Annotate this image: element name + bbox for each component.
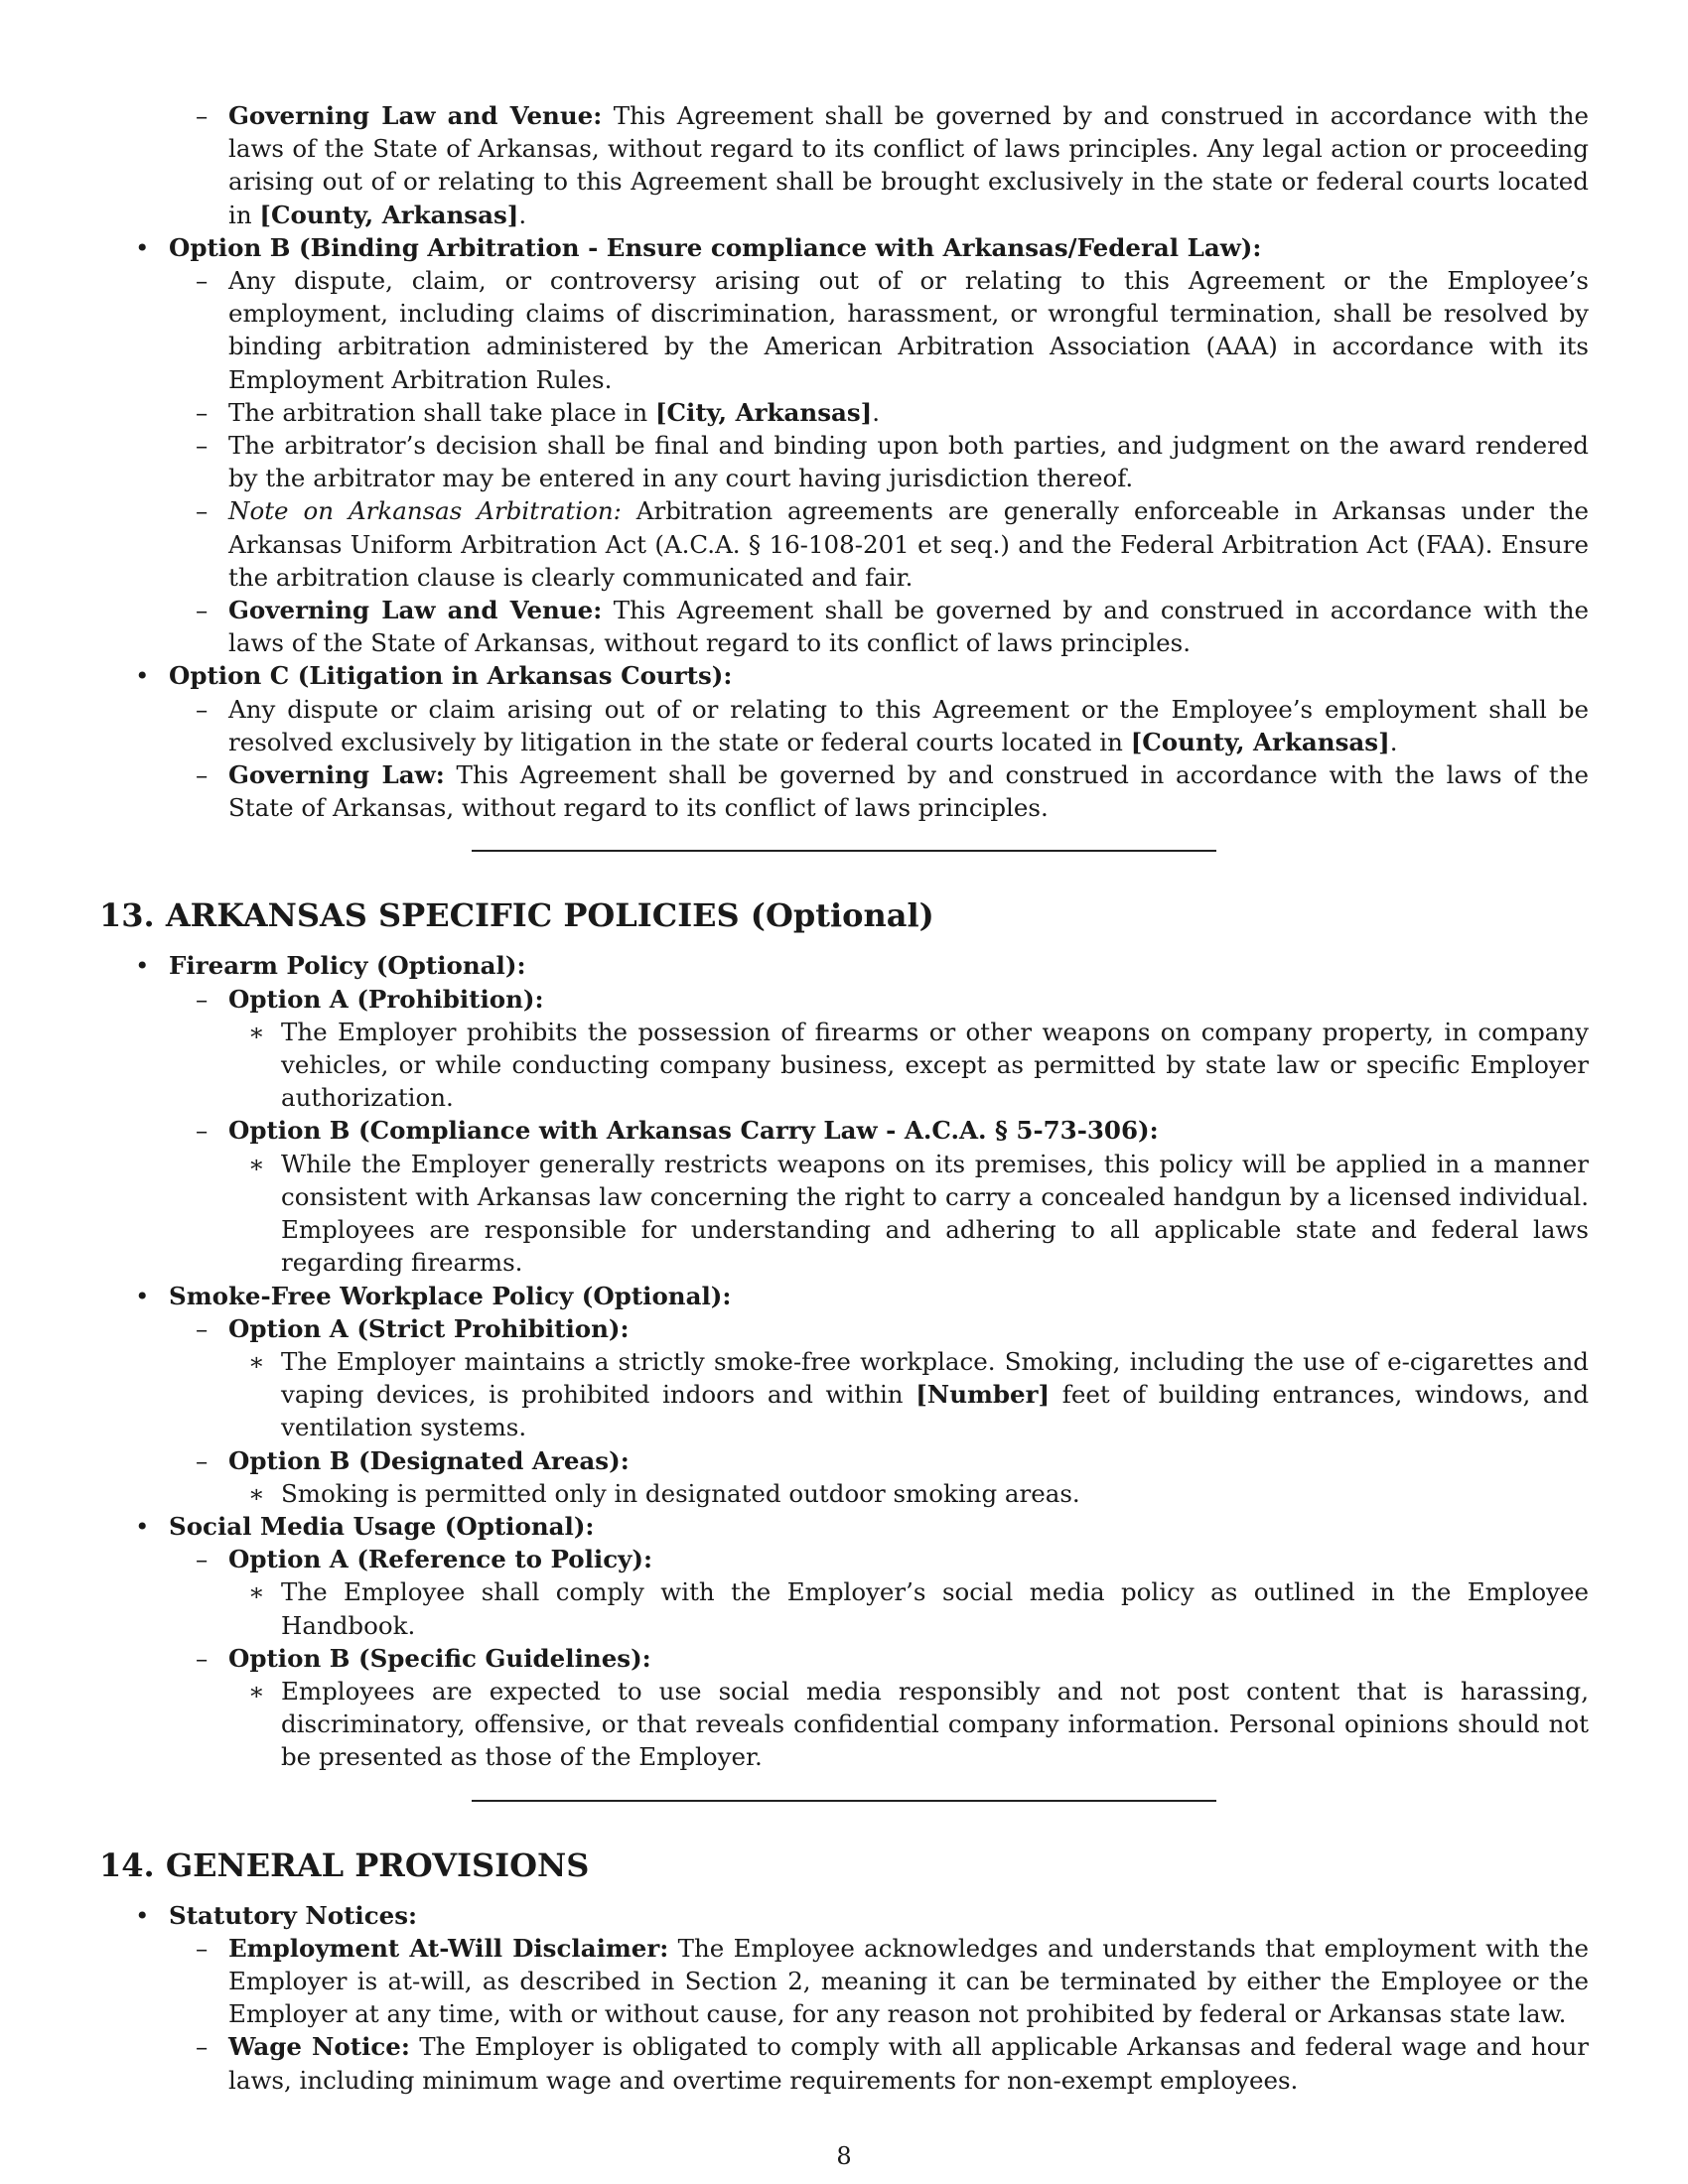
- dash-marker: –: [196, 1116, 209, 1146]
- placeholder: [County, Arkansas]: [1130, 727, 1390, 756]
- list-item: [99, 1016, 1589, 1115]
- item-text: Any dispute, claim, or controversy arising out of or relating to this Agreement or the Employee’s employment, including claims of discrimination, harassment, or wrongful termination, shall be resolved by binding arbitration administered by the American Arbitration Association (AAA) in accordance with its Employment Arbitration Rules.: [228, 266, 1589, 394]
- item-label: Governing Law:: [228, 760, 445, 790]
- punct: .: [872, 397, 881, 427]
- option-label: Option C (Litigation in Arkansas Courts):: [169, 661, 733, 691]
- option-heading: [99, 983, 1589, 1016]
- list-item: [99, 264, 1589, 396]
- section-divider: [472, 850, 1216, 852]
- list-item: [99, 758, 1589, 824]
- punct: .: [1389, 727, 1398, 756]
- item-text: This Agreement shall be governed by and construed in accordance with the laws of the State of Arkansas, without regard to its conflict of laws principles.: [228, 596, 1589, 658]
- item-text: This Agreement shall be governed by and construed in accordance with the laws of the State of Arkansas, without regard to its conflict of laws principles. Any legal action or proceeding arising out of or relating to this Agreement shall be brought exclusively in the state or federal courts located in: [228, 101, 1589, 229]
- document-page: [99, 99, 1589, 2097]
- note-label: Note on Arkansas Arbitration:: [228, 496, 622, 526]
- list-item: [99, 693, 1589, 758]
- social-media-heading: [99, 1510, 1589, 1543]
- option-label: Option A (Strict Prohibition):: [228, 1313, 630, 1343]
- dash-marker: –: [196, 496, 209, 526]
- bullet-marker: •: [135, 661, 150, 691]
- item-text: The arbitrator’s decision shall be final and binding upon both parties, and judgment on the award rendered by the arbitrator may be entered in any court having jurisdiction thereof.: [228, 431, 1589, 493]
- list-item: [99, 429, 1589, 494]
- dash-marker: –: [196, 1933, 209, 1963]
- dash-marker: –: [196, 101, 209, 130]
- item-text: The Employee shall comply with the Employer’s social media policy as outlined in the Employee Handbook.: [281, 1577, 1589, 1640]
- page-number: 8: [836, 2142, 852, 2170]
- item-label: Employment At-Will Disclaimer:: [228, 1933, 669, 1963]
- dash-marker: –: [196, 1545, 209, 1574]
- item-label: Governing Law and Venue:: [228, 101, 603, 130]
- venue-item: [99, 99, 1589, 231]
- option-label: Option A (Prohibition):: [228, 984, 544, 1014]
- smoke-policy-heading: [99, 1280, 1589, 1312]
- dash-marker: –: [196, 694, 209, 724]
- star-marker: ∗: [248, 1149, 265, 1178]
- list-item: [99, 1932, 1589, 2031]
- option-b-heading: [99, 231, 1589, 264]
- list-item: [99, 1345, 1589, 1444]
- option-label: Option B (Binding Arbitration - Ensure compliance with Arkansas/Federal Law):: [169, 232, 1262, 262]
- item-text: feet of building entrances, windows, and ventilation systems.: [281, 1380, 1589, 1442]
- item-text: The Employee acknowledges and understands that employment with the Employer is at-will, as described in Section 2, meaning it can be terminated by either the Employee or the Employer at any time, with or without cause, for any reason not prohibited by federal or Arkansas state law.: [228, 1933, 1589, 2029]
- option-label: Option B (Compliance with Arkansas Carry Law - A.C.A. § 5-73-306):: [228, 1116, 1159, 1146]
- option-heading: [99, 1312, 1589, 1345]
- placeholder: [County, Arkansas]: [259, 200, 519, 229]
- option-heading: [99, 1543, 1589, 1575]
- star-marker: ∗: [248, 1577, 265, 1607]
- option-heading: [99, 1114, 1589, 1147]
- star-marker: ∗: [248, 1017, 265, 1046]
- star-marker: ∗: [248, 1346, 265, 1376]
- option-label: Option B (Designated Areas):: [228, 1445, 630, 1475]
- dash-marker: –: [196, 1445, 209, 1475]
- item-label: Wage Notice:: [228, 2032, 410, 2062]
- dash-marker: –: [196, 760, 209, 790]
- dash-marker: –: [196, 984, 209, 1014]
- option-label: Option A (Reference to Policy):: [228, 1545, 653, 1574]
- policy-label: Social Media Usage (Optional):: [169, 1511, 595, 1541]
- list-item: [99, 2030, 1589, 2096]
- item-text: Arbitration agreements are generally enforceable in Arkansas under the Arkansas Uniform Arbitration Act (A.C.A. § 16-108-201 et seq.) and the Federal Arbitration Act (FAA). Ensure the arbitration clause is clearly communicated and fair.: [228, 496, 1589, 592]
- placeholder: [City, Arkansas]: [654, 397, 873, 427]
- bullet-marker: •: [135, 1900, 150, 1930]
- firearm-policy-heading: [99, 949, 1589, 982]
- dash-marker: –: [196, 1643, 209, 1673]
- item-text: The arbitration shall take place in: [228, 397, 655, 427]
- section-14-heading: 14. GENERAL PROVISIONS: [99, 1845, 590, 1884]
- item-text: The Employer is obligated to comply with all applicable Arkansas and federal wage and hour laws, including minimum wage and overtime requirements for non-exempt employees.: [228, 2032, 1589, 2095]
- bullet-marker: •: [135, 1281, 150, 1310]
- dash-marker: –: [196, 1313, 209, 1343]
- dash-marker: –: [196, 266, 209, 296]
- item-text: This Agreement shall be governed by and construed in accordance with the laws of the State of Arkansas, without regard to its conflict of laws principles.: [228, 760, 1589, 823]
- item-text: Smoking is permitted only in designated outdoor smoking areas.: [281, 1478, 1080, 1508]
- option-c-heading: [99, 659, 1589, 692]
- bullet-marker: •: [135, 232, 150, 262]
- list-item: [99, 494, 1589, 594]
- dash-marker: –: [196, 2032, 209, 2062]
- bullet-marker: •: [135, 951, 150, 981]
- punct: .: [518, 200, 527, 229]
- option-heading: [99, 1444, 1589, 1477]
- statutory-notices-heading: [99, 1899, 1589, 1932]
- list-item: [99, 1477, 1589, 1510]
- item-text: While the Employer generally restricts weapons on its premises, this policy will be applied in a manner consistent with Arkansas law concerning the right to carry a concealed handgun by a licensed individual. Employees are responsible for understanding and adhering to all applicable state and federal laws regarding firearms.: [281, 1149, 1589, 1278]
- list-item: [99, 396, 1589, 429]
- item-text: Employees are expected to use social media responsibly and not post content that is harassing, discriminatory, offensive, or that reveals confidential company information. Personal opinions should not be presented as those of the Employer.: [281, 1676, 1589, 1772]
- placeholder: [Number]: [915, 1380, 1051, 1410]
- list-item: [99, 594, 1589, 659]
- star-marker: ∗: [248, 1676, 265, 1706]
- dash-marker: –: [196, 397, 209, 427]
- option-heading: [99, 1642, 1589, 1675]
- policy-label: Smoke-Free Workplace Policy (Optional):: [169, 1281, 732, 1310]
- list-item: [99, 1148, 1589, 1280]
- star-marker: ∗: [248, 1478, 265, 1508]
- dash-marker: –: [196, 431, 209, 461]
- list-item: [99, 1675, 1589, 1774]
- policy-label: Statutory Notices:: [169, 1900, 418, 1930]
- item-text: Any dispute or claim arising out of or relating to this Agreement or the Employee’s employment shall be resolved exclusively by litigation in the state or federal courts located in: [228, 694, 1589, 756]
- dash-marker: –: [196, 596, 209, 625]
- section-13-heading: 13. ARKANSAS SPECIFIC POLICIES (Optional): [99, 896, 934, 935]
- list-item: [99, 1575, 1589, 1641]
- item-text: The Employer prohibits the possession of firearms or other weapons on company property, in company vehicles, or while conducting company business, except as permitted by state law or specific Employer authorization.: [281, 1017, 1589, 1113]
- bullet-marker: •: [135, 1511, 150, 1541]
- item-label: Governing Law and Venue:: [228, 596, 603, 625]
- option-label: Option B (Specific Guidelines):: [228, 1643, 651, 1673]
- policy-label: Firearm Policy (Optional):: [169, 951, 526, 981]
- item-text: The Employer maintains a strictly smoke-free workplace. Smoking, including the use of e-cigarettes and vaping devices, is prohibited indoors and within: [281, 1346, 1589, 1410]
- section-divider: [472, 1800, 1216, 1802]
